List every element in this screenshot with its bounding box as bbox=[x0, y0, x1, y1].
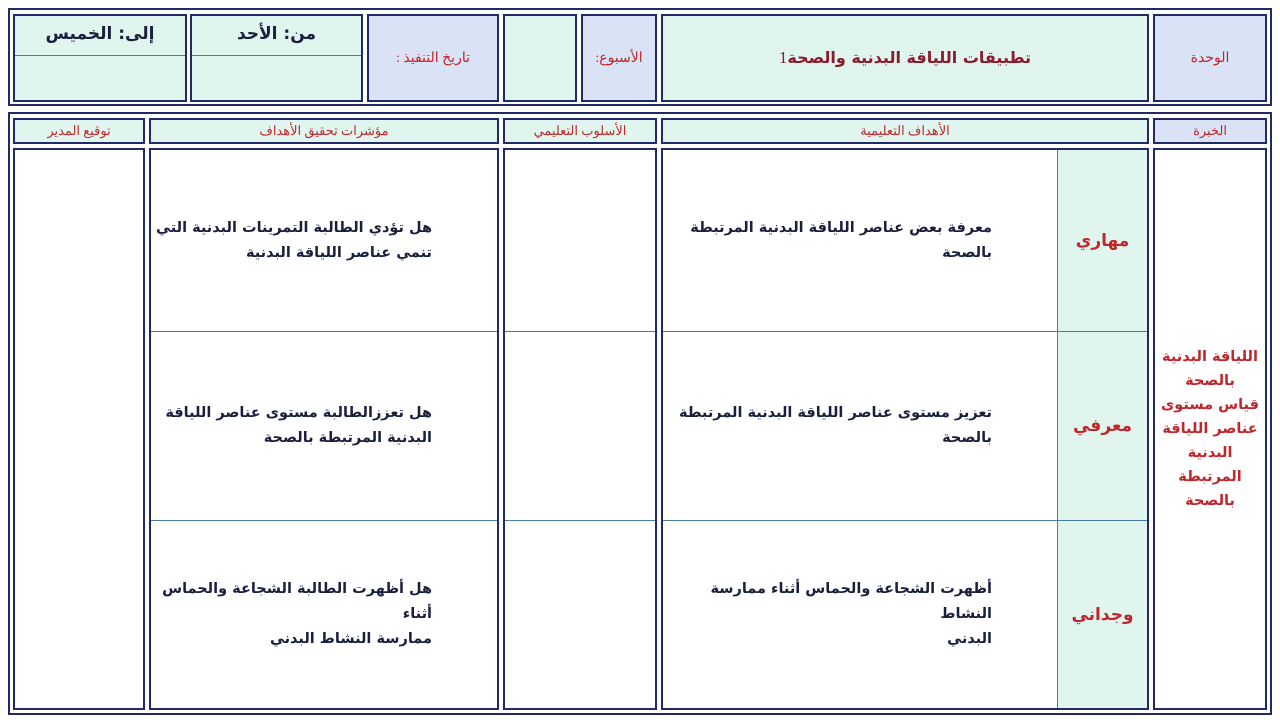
objective-line: بالصحة bbox=[942, 430, 992, 446]
goal-type-label: مهاري bbox=[1075, 230, 1130, 251]
indicator-line: البدنية المرتبطة بالصحة bbox=[263, 430, 432, 446]
header-experience bbox=[1153, 118, 1267, 144]
indicator-line: تنمي عناصر اللياقة البدنية bbox=[245, 244, 432, 261]
to-label: إلى: الخميس bbox=[45, 24, 155, 44]
objective-text bbox=[665, 577, 992, 652]
goal-type-label: وجداني bbox=[1071, 604, 1134, 625]
objective-row bbox=[665, 332, 1055, 520]
unit-label-cell bbox=[1153, 14, 1267, 102]
experience-line: البدنية المرتبطة bbox=[1178, 445, 1242, 485]
goal-type-cognitive bbox=[1058, 332, 1147, 520]
experience-line: بالصحة bbox=[1185, 373, 1235, 389]
header-indicators-label: مؤشرات تحقيق الأهداف bbox=[259, 123, 389, 138]
unit-title: تطبيقات اللياقة البدنية والصحة bbox=[787, 48, 1032, 67]
unit-title-wrap bbox=[779, 48, 1031, 68]
experience-line: بالصحة bbox=[1185, 493, 1235, 509]
header-signature-label: توقيع المدير bbox=[47, 123, 111, 138]
indicator-text bbox=[151, 577, 432, 652]
objective-line: أظهرت الشجاعة والحماس أثناء ممارسة النشاط bbox=[710, 581, 992, 622]
objective-row bbox=[665, 150, 1055, 331]
objective-line: البدني bbox=[947, 631, 992, 647]
objective-line: تعزيز مستوى عناصر اللياقة البدنية المرتبطة bbox=[679, 405, 992, 421]
method-row-divider bbox=[505, 331, 655, 332]
to-divider bbox=[15, 55, 185, 56]
goal-type-affective bbox=[1058, 521, 1147, 708]
week-label-cell bbox=[581, 14, 657, 102]
exec-date-cell bbox=[367, 14, 499, 102]
header-signature bbox=[13, 118, 145, 144]
unit-label: الوحدة bbox=[1190, 50, 1230, 66]
from-divider bbox=[192, 55, 361, 56]
signature-cell[interactable] bbox=[13, 148, 145, 710]
header-method bbox=[503, 118, 657, 144]
goal-type-skill bbox=[1058, 150, 1147, 331]
method-row-divider bbox=[505, 520, 655, 521]
experience-cell bbox=[1153, 148, 1267, 710]
header-experience-label: الخبرة bbox=[1193, 123, 1227, 138]
from-label: من: الأحد bbox=[236, 24, 317, 44]
header-objectives-label: الأهداف التعليمية bbox=[860, 123, 950, 138]
header-objectives bbox=[661, 118, 1149, 144]
indicator-line: هل أظهرت الطالبة الشجاعة والحماس أثناء bbox=[162, 581, 432, 622]
objective-row bbox=[665, 521, 1055, 708]
experience-line: عناصر اللياقة bbox=[1162, 421, 1258, 437]
indicator-row bbox=[151, 521, 497, 708]
unit-title-cell bbox=[661, 14, 1149, 102]
indicator-line: هل تعززالطالبة مستوى عناصر اللياقة bbox=[165, 405, 432, 421]
indicator-text bbox=[156, 216, 432, 266]
header-indicators bbox=[149, 118, 499, 144]
to-cell bbox=[13, 14, 187, 102]
experience-line: قياس مستوى bbox=[1161, 397, 1259, 413]
indicator-row bbox=[151, 150, 497, 331]
objective-line: بالصحة bbox=[942, 244, 992, 261]
indicator-line: ممارسة النشاط البدني bbox=[269, 631, 432, 647]
exec-date-label: تاريخ التنفيذ : bbox=[396, 50, 471, 66]
header-method-label: الأسلوب التعليمي bbox=[533, 123, 627, 138]
indicator-line: هل تؤدي الطالبة التمرينات البدنية التي bbox=[156, 219, 432, 236]
from-cell bbox=[190, 14, 363, 102]
week-label: الأسبوع: bbox=[595, 50, 643, 66]
objective-text bbox=[679, 401, 992, 451]
indicator-row bbox=[151, 332, 497, 520]
objective-text bbox=[690, 216, 992, 266]
objective-line: معرفة بعض عناصر اللياقة البدنية المرتبطة bbox=[690, 219, 992, 236]
goal-type-label: معرفي bbox=[1072, 416, 1133, 436]
experience-line: اللياقة البدنية bbox=[1162, 349, 1258, 365]
indicator-text bbox=[165, 401, 432, 451]
unit-number: 1 bbox=[778, 48, 788, 67]
method-cell[interactable] bbox=[503, 148, 657, 710]
experience-text bbox=[1155, 345, 1265, 513]
week-value-cell[interactable] bbox=[503, 14, 577, 102]
